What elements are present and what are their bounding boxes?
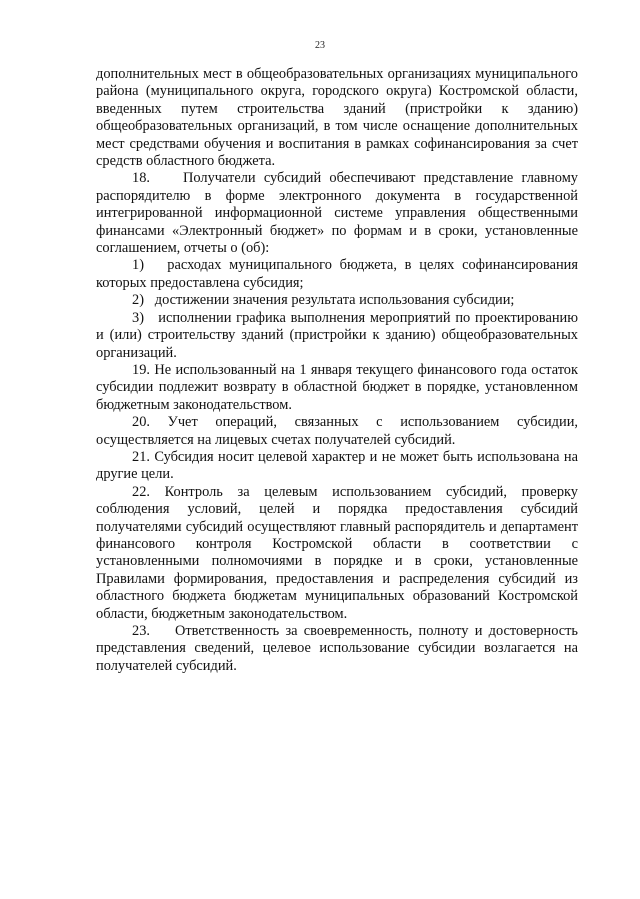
paragraph-continuation: дополнительных мест в общеобразовательных организациях муниципального района (муниципального округа, городского округа) Костромской области, введенных путем строительства зданий (пристройки к зданию) общеобразовательных организаций, в том числе оснащение дополнительных мест средствами обучения и воспитания в рамках софинансирования за счет средств областного бюджета. <box>96 66 578 170</box>
paragraph-item-20: 20. Учет операций, связанных с использованием субсидии, осуществляется на лицевых счетах получателей субсидий. <box>96 414 578 448</box>
document-body <box>96 66 578 675</box>
paragraph-subitem-3: 3) исполнении графика выполнения мероприятий по проектированию и (или) строительству зданий (пристройки к зданию) общеобразовательных организаций. <box>96 309 578 361</box>
paragraph-item-22: 22. Контроль за целевым использованием субсидий, проверку соблюдения условий, целей и порядка предоставления субсидий получателями субсидий осуществляют главный распорядитель и департамент финансового контроля Костромской области в соответствии с установленными полномочиями в порядке и в сроки, установленные Правилами формирования, предоставления и распределения субсидий из областного бюджета бюджетам муниципальных образований Костромской области, бюджетным законодательством. <box>96 483 578 622</box>
paragraph-item-23: 23. Ответственность за своевременность, полноту и достоверность представления сведений, целевое использование субсидии возлагается на получателей субсидий. <box>96 623 578 674</box>
paragraph-subitem-2: 2) достижении значения результата использования субсидии; <box>132 292 515 309</box>
paragraph-item-18: 18. Получатели субсидий обеспечивают представление главному распорядителю в форме электронного документа в государственной интегрированной информационной системе управления общественными финансами «Электронный бюджет» по формам и в сроки, установленные соглашением, отчеты о (об): <box>96 170 578 257</box>
paragraph-item-21: 21. Субсидия носит целевой характер и не может быть использована на другие цели. <box>96 448 578 483</box>
paragraph-subitem-1: 1) расходах муниципального бюджета, в целях софинансирования которых предоставлена субсидия; <box>96 257 578 291</box>
page-number: 23 <box>315 40 325 51</box>
paragraph-item-19: 19. Не использованный на 1 января текущего финансового года остаток субсидии подлежит возврату в областной бюджет в порядке, установленном бюджетным законодательством. <box>96 361 578 413</box>
